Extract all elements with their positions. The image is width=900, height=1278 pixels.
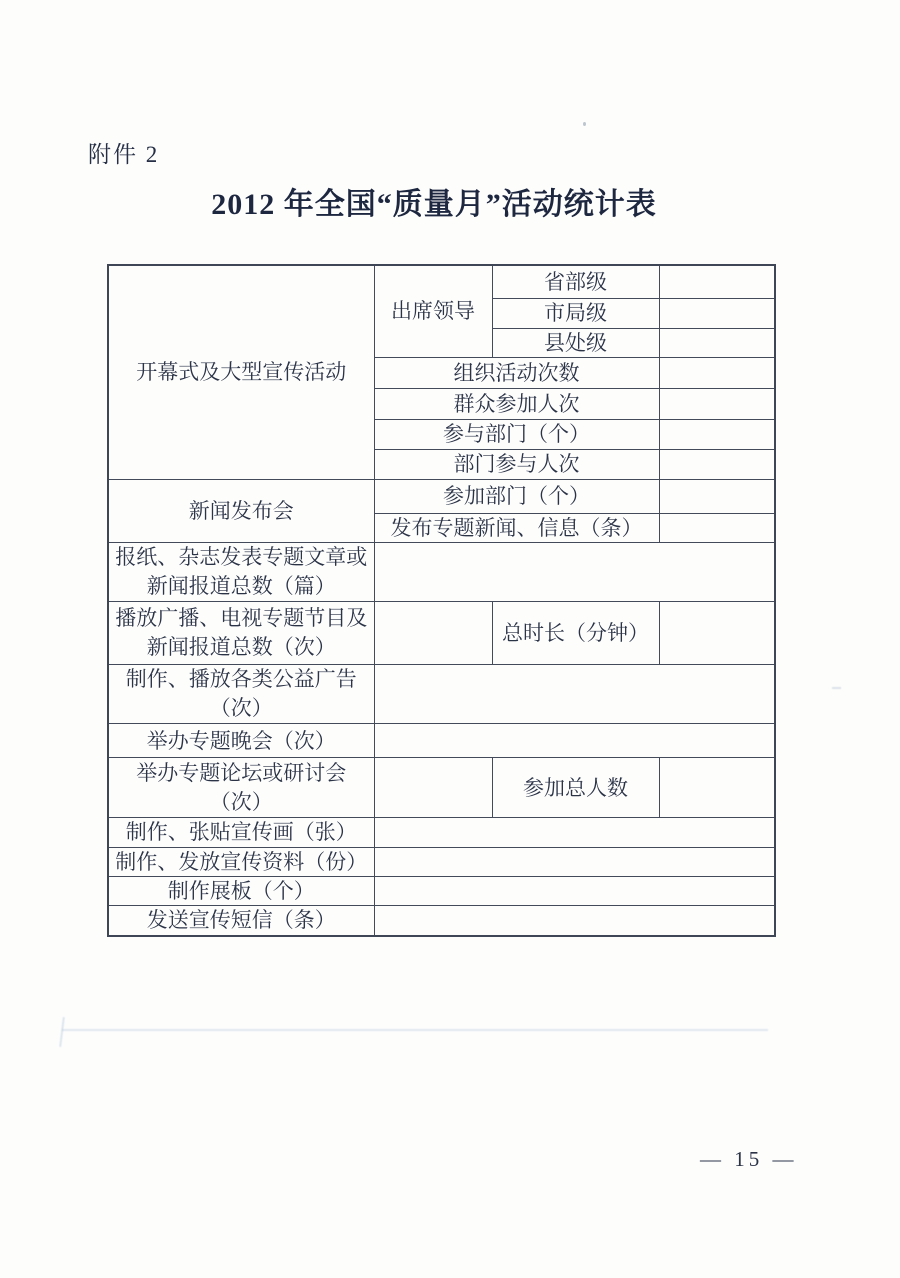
cell-sms-messages: 发送宣传短信（条） [108,906,374,936]
table-row [108,818,775,847]
attachment-label: 附件 2 [88,142,160,167]
value-cell [659,602,775,665]
statistics-table [107,264,776,937]
value-cell [659,328,775,357]
value-cell [374,758,492,818]
value-cell [374,876,775,905]
value-cell [374,818,775,847]
cell-gala-events: 举办专题晚会（次） [108,724,374,758]
table-row [108,724,775,758]
value-cell [659,449,775,479]
table-row [108,543,775,602]
cell-publicity-materials: 制作、发放宣传资料（份） [108,847,374,876]
cell-press-news-items: 发布专题新闻、信息（条） [374,513,659,542]
value-cell [374,543,775,602]
cell-opening-activities: 开幕式及大型宣传活动 [108,265,374,479]
label-line: 制作、播放各类公益广告 [125,667,357,692]
value-cell [659,419,775,449]
page-title: 2012 年全国“质量月”活动统计表 [211,188,657,221]
cell-public-participants: 群众参加人次 [374,388,659,419]
value-cell [374,724,775,758]
value-cell [659,479,775,513]
cell-press-conference: 新闻发布会 [108,479,374,542]
table-row [108,876,775,905]
value-cell [659,298,775,328]
scan-artifact [583,122,586,126]
label-line: 播放广播、电视专题节目及 [115,606,368,631]
cell-level-municipal: 市局级 [492,298,659,328]
cell-forums-seminars [108,758,374,818]
table-row [108,758,775,818]
scan-artifact [59,1017,65,1047]
cell-participating-departments: 参与部门（个） [374,419,659,449]
value-cell [659,388,775,419]
label-line: 举办专题论坛或研讨会 [136,760,347,785]
label-line: 报纸、杂志发表专题文章或 [115,545,368,570]
value-cell [659,265,775,298]
value-cell [659,513,775,542]
value-cell [374,847,775,876]
value-cell [374,906,775,936]
cell-newspaper-articles [108,543,374,602]
cell-department-person-times: 部门参与人次 [374,449,659,479]
table-row [108,479,775,513]
value-cell [374,602,492,665]
label-line: 新闻报道总数（次） [146,635,336,660]
cell-psa-ads [108,665,374,724]
cell-broadcast-programs [108,602,374,665]
cell-level-county: 县处级 [492,328,659,357]
page-number: — 15 — [700,1147,798,1171]
cell-display-boards: 制作展板（个） [108,876,374,905]
cell-total-participants: 参加总人数 [492,758,659,818]
cell-attending-leaders: 出席领导 [374,265,492,357]
cell-posters: 制作、张贴宣传画（张） [108,818,374,847]
table-row [108,906,775,936]
label-line: （次） [209,789,273,814]
scan-artifact [832,687,841,689]
cell-total-duration: 总时长（分钟） [492,602,659,665]
table-row [108,265,775,298]
table-row [108,602,775,665]
table-row [108,847,775,876]
cell-organized-activities: 组织活动次数 [374,357,659,388]
label-line: （次） [209,696,273,721]
cell-press-departments: 参加部门（个） [374,479,659,513]
table-row [108,665,775,724]
cell-level-provincial: 省部级 [492,265,659,298]
value-cell [659,357,775,388]
value-cell [374,665,775,724]
value-cell [659,758,775,818]
label-line: 新闻报道总数（篇） [146,574,336,599]
scan-artifact [62,1029,768,1031]
